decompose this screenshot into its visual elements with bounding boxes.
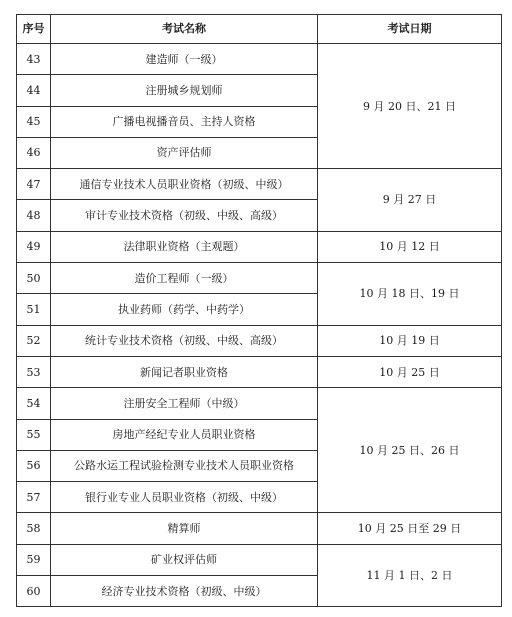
row-number: 50 (17, 263, 51, 294)
table-row (17, 513, 502, 544)
exam-name: 矿业权评估师 (51, 544, 318, 575)
row-number: 43 (17, 44, 51, 75)
table-row (17, 544, 502, 575)
table-row (17, 231, 502, 262)
row-number: 59 (17, 544, 51, 575)
row-number: 54 (17, 388, 51, 419)
exam-name: 新闻记者职业资格 (51, 356, 318, 387)
exam-date: 10 月 25 日至 29 日 (318, 513, 502, 544)
exam-date: 10 月 12 日 (318, 231, 502, 262)
table-row (17, 263, 502, 294)
row-number: 53 (17, 356, 51, 387)
row-number: 60 (17, 576, 51, 607)
exam-name: 注册安全工程师（中级） (51, 388, 318, 419)
exam-name: 广播电视播音员、主持人资格 (51, 106, 318, 137)
exam-date: 10 月 18 日、19 日 (318, 263, 502, 326)
exam-schedule-table (16, 14, 502, 607)
row-number: 56 (17, 450, 51, 481)
exam-name: 注册城乡规划师 (51, 75, 318, 106)
table-row (17, 44, 502, 75)
exam-name: 经济专业技术资格（初级、中级） (51, 576, 318, 607)
exam-date: 10 月 25 日、26 日 (318, 388, 502, 513)
row-number: 57 (17, 482, 51, 513)
header-name: 考试名称 (51, 15, 318, 44)
exam-name: 法律职业资格（主观题） (51, 231, 318, 262)
exam-date: 10 月 19 日 (318, 325, 502, 356)
table-row (17, 388, 502, 419)
header-no: 序号 (17, 15, 51, 44)
row-number: 58 (17, 513, 51, 544)
table-row (17, 325, 502, 356)
exam-date: 9 月 20 日、21 日 (318, 44, 502, 169)
exam-date: 9 月 27 日 (318, 169, 502, 232)
table-header-row (17, 15, 502, 44)
exam-name: 执业药师（药学、中药学） (51, 294, 318, 325)
row-number: 44 (17, 75, 51, 106)
table-row (17, 169, 502, 200)
row-number: 47 (17, 169, 51, 200)
exam-name: 银行业专业人员职业资格（初级、中级） (51, 482, 318, 513)
exam-date: 11 月 1 日、2 日 (318, 544, 502, 607)
table-body (17, 44, 502, 607)
exam-name: 审计专业技术资格（初级、中级、高级） (51, 200, 318, 231)
exam-name: 通信专业技术人员职业资格（初级、中级） (51, 169, 318, 200)
table-row (17, 356, 502, 387)
exam-name: 资产评估师 (51, 137, 318, 168)
row-number: 48 (17, 200, 51, 231)
row-number: 46 (17, 137, 51, 168)
exam-name: 公路水运工程试验检测专业技术人员职业资格 (51, 450, 318, 481)
exam-name: 精算师 (51, 513, 318, 544)
row-number: 45 (17, 106, 51, 137)
exam-name: 统计专业技术资格（初级、中级、高级） (51, 325, 318, 356)
exam-name: 房地产经纪专业人员职业资格 (51, 419, 318, 450)
row-number: 52 (17, 325, 51, 356)
exam-name: 建造师（一级） (51, 44, 318, 75)
row-number: 51 (17, 294, 51, 325)
exam-name: 造价工程师（一级） (51, 263, 318, 294)
row-number: 49 (17, 231, 51, 262)
exam-date: 10 月 25 日 (318, 356, 502, 387)
header-date: 考试日期 (318, 15, 502, 44)
row-number: 55 (17, 419, 51, 450)
